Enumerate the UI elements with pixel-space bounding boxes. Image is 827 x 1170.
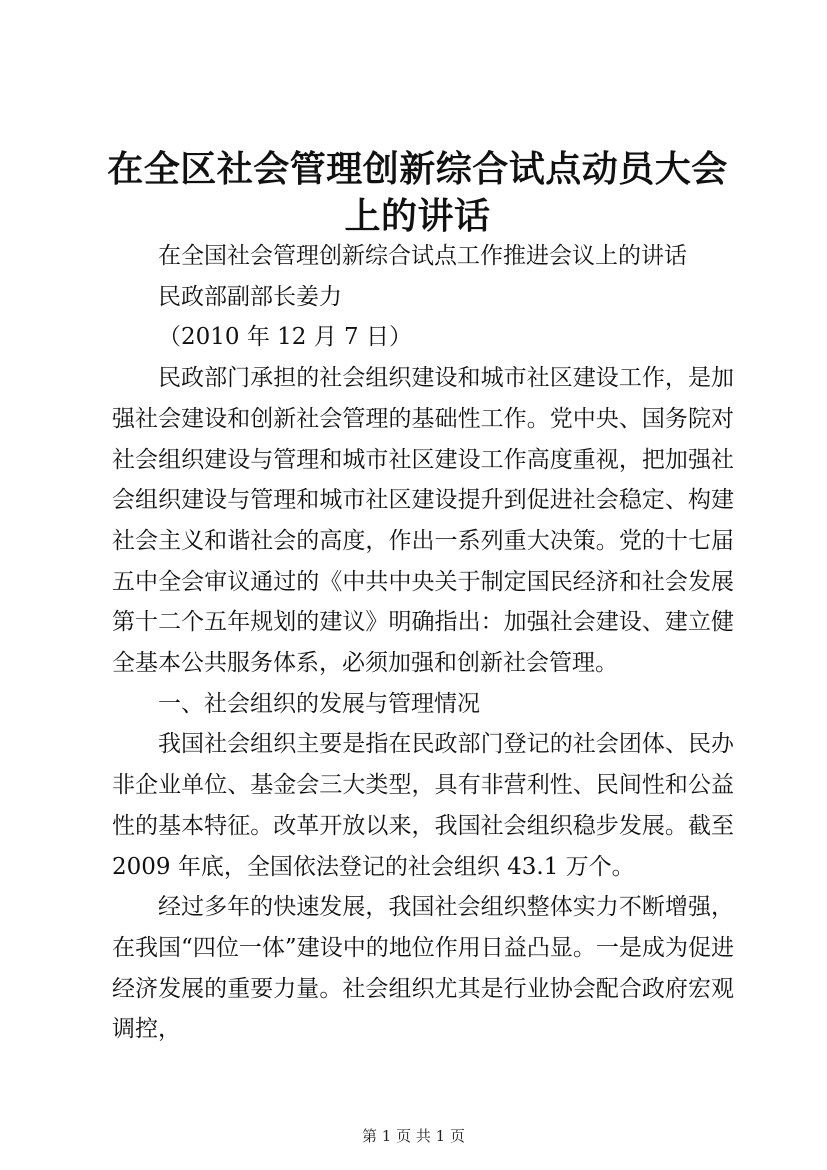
section-heading: 一、社会组织的发展与管理情况 bbox=[158, 690, 480, 717]
speech-date: （2010 年 12 月 7 日） bbox=[158, 324, 412, 351]
document-title: 在全区社会管理创新综合试点动员大会上的讲话 bbox=[107, 148, 728, 237]
speaker-line: 民政部副部长姜力 bbox=[158, 283, 342, 310]
body-paragraph: 经过多年的快速发展，我国社会组织整体实力不断增强，在我国“四位一体”建设中的地位作用日益凸显。一是成为促进经济发展的重要力量。社会组织尤其是行业协会配合政府宏观调控， bbox=[112, 894, 734, 1043]
body-paragraph: 民政部门承担的社会组织建设和城市社区建设工作，是加强社会建设和创新社会管理的基础性工作。党中央、国务院对社会组织建设与管理和城市社区建设工作高度重视，把加强社会组织建设与管理和城市社区建设提升到促进社会稳定、构建社会主义和谐社会的高度，作出一系列重大决策。党的十七届五中全会审议通过的《中共中央关于制定国民经济和社会发展第十二个五年规划的建议》明确指出：加强社会建设、建立健全基本公共服务体系，必须加强和创新社会管理。 bbox=[112, 365, 734, 677]
document-body bbox=[112, 236, 734, 1050]
speech-subtitle: 在全国社会管理创新综合试点工作推进会议上的讲话 bbox=[158, 243, 687, 269]
page-footer: 第 1 页 共 1 页 bbox=[362, 1127, 465, 1145]
body-paragraph: 我国社会组织主要是指在民政部门登记的社会团体、民办非企业单位、基金会三大类型，具有非营利性、民间性和公益性的基本特征。改革开放以来，我国社会组织稳步发展。截至 2009 年底，全国依法登记的社会组织 43.1 万个。 bbox=[112, 731, 734, 880]
